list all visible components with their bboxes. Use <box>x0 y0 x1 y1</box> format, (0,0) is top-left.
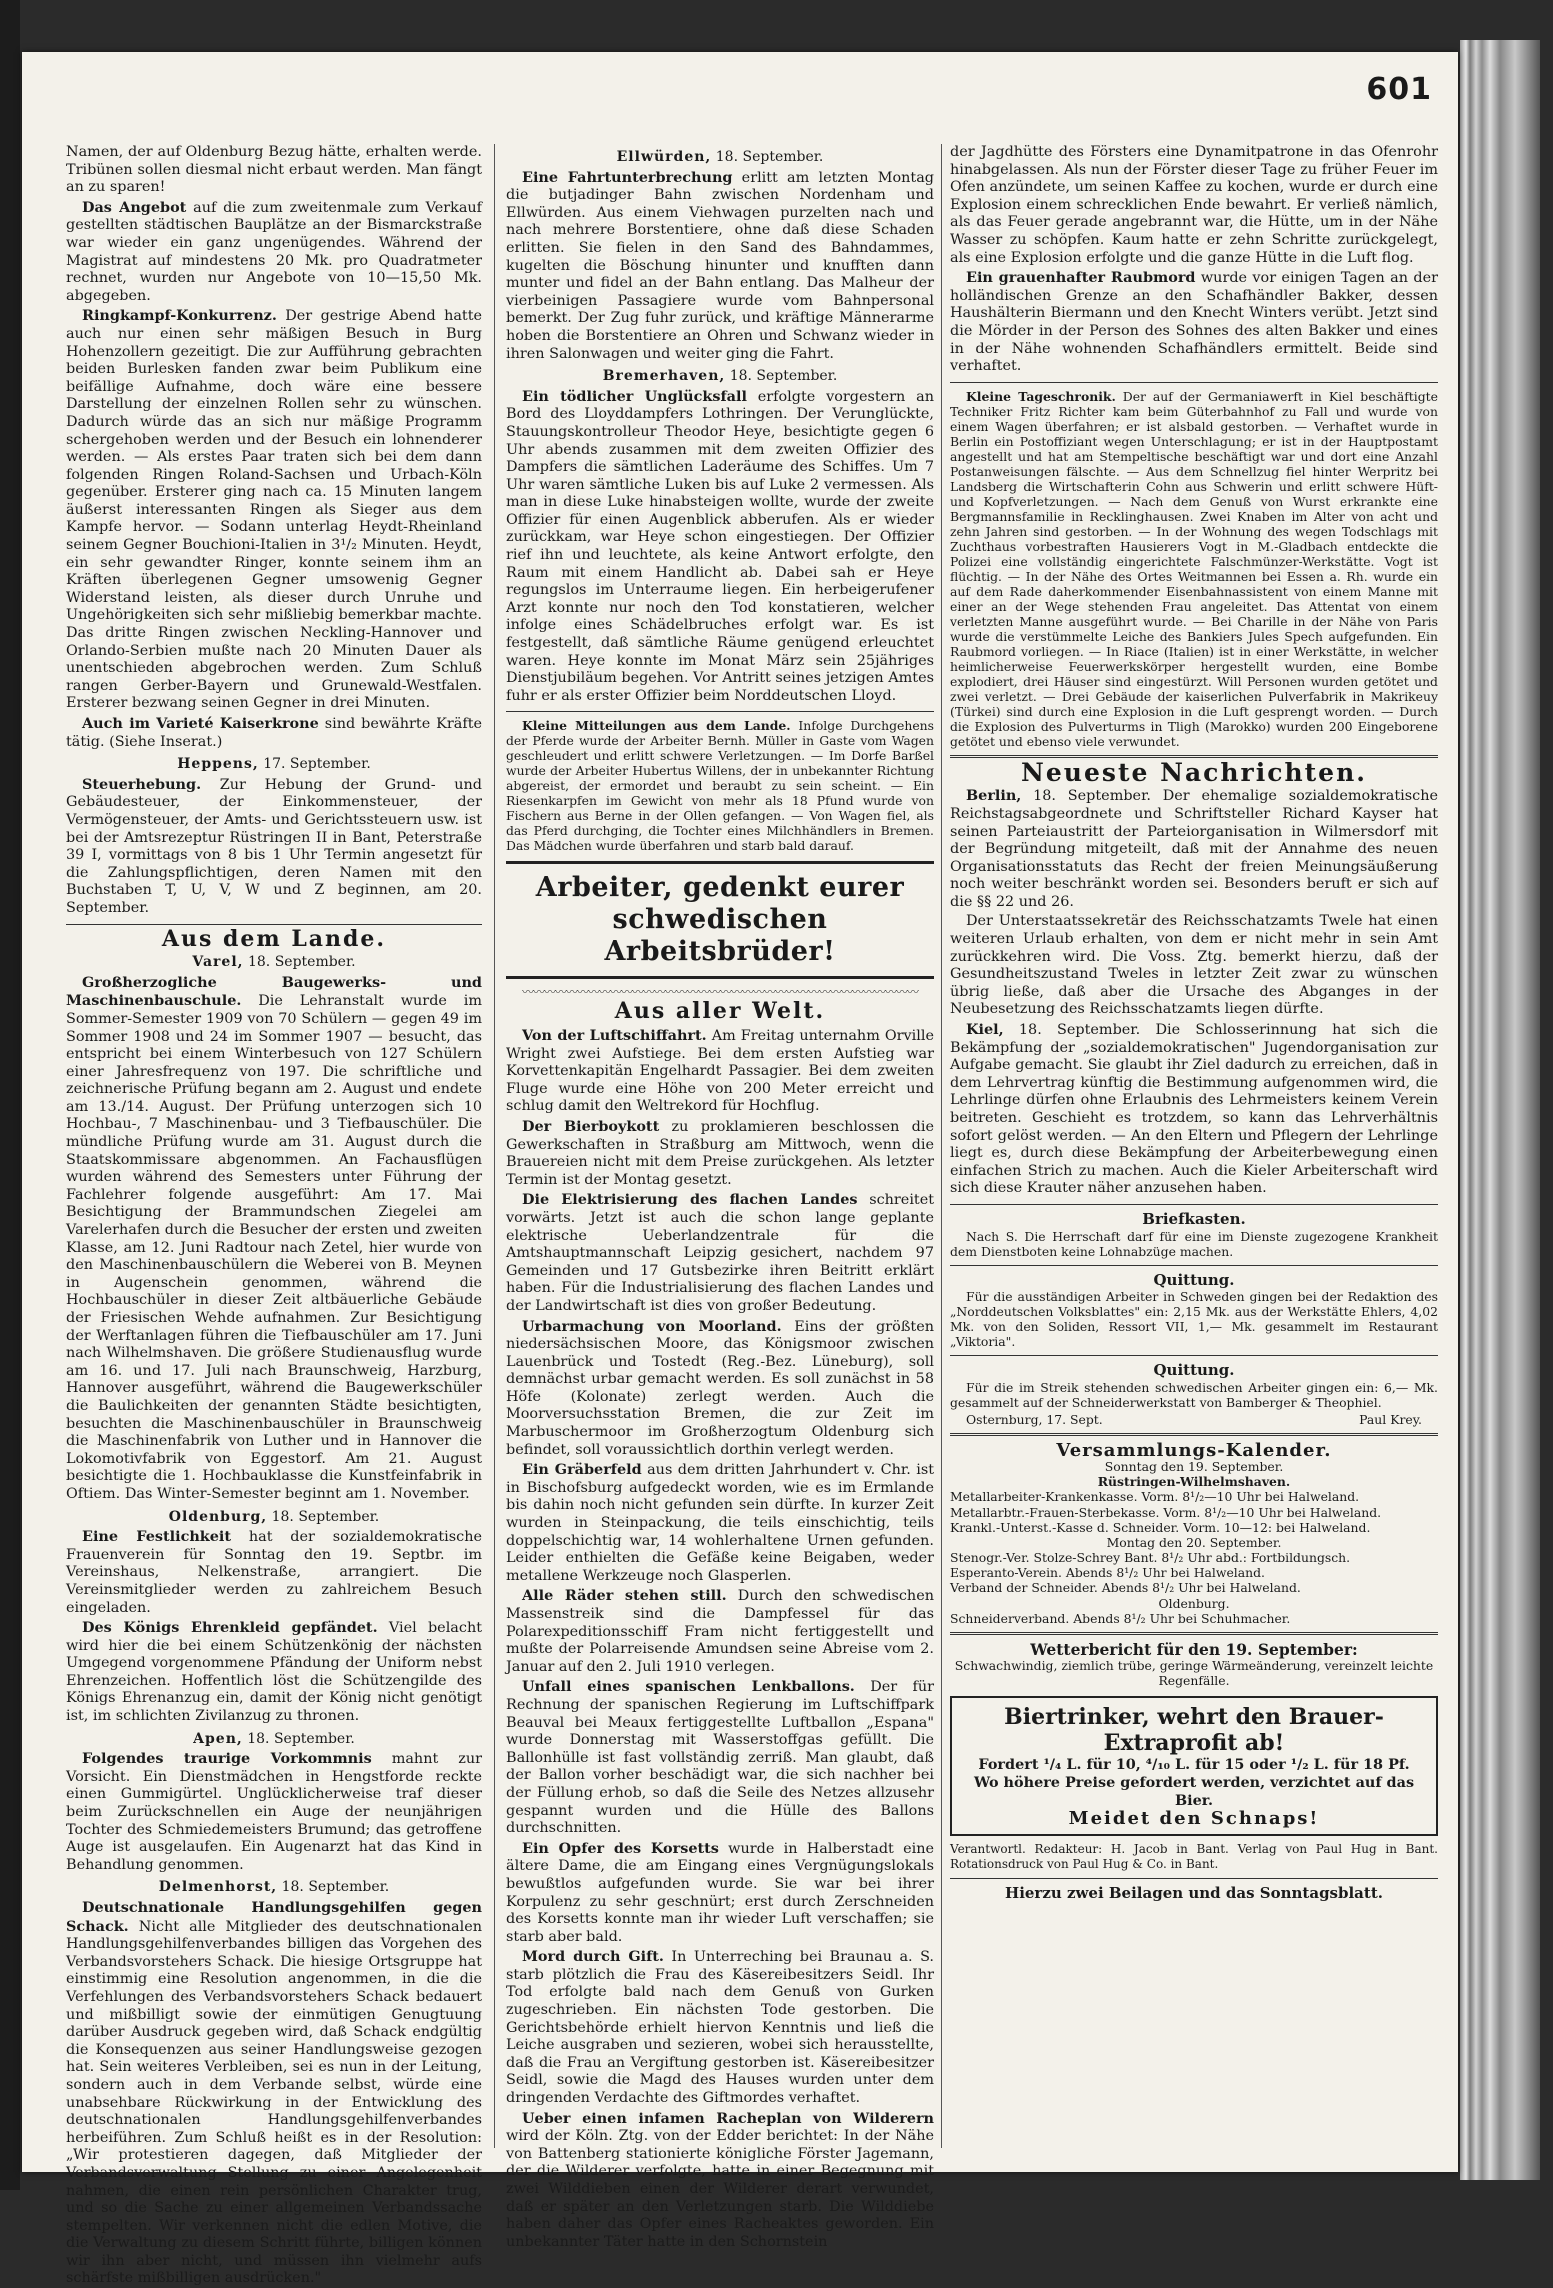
divider <box>950 1204 1438 1205</box>
article-head: Großherzogliche Baugewerks- und Maschinenbauschule. <box>66 973 482 1010</box>
calendar-heading: Versammlungs-Kalender. <box>1056 1439 1332 1461</box>
dateline: Oldenburg, 18. September. <box>168 1508 380 1525</box>
calendar-entry: Krankl.-Unterst.-Kasse d. Schneider. Vorm. 10—12: bei Halweland. <box>950 1519 1371 1535</box>
article-head: Die Elektrisierung des flachen Landes <box>522 1191 858 1209</box>
weather-heading: Wetterbericht für den 19. September: <box>1030 1639 1358 1659</box>
article-text: Namen, der auf Oldenburg Bezug hätte, erhalten werde. Tribünen sollen diesmal nicht erbaut werden. Man fängt an zu sparen! <box>66 144 482 196</box>
article-head: Kleine Mitteilungen aus dem Lande. <box>522 718 791 734</box>
scan-border-left <box>0 0 20 2190</box>
dateline: Apen, 18. September. <box>193 1730 355 1747</box>
calendar-entry: Verband der Schneider. Abends 8¹/₂ Uhr bei Halweland. <box>950 1580 1301 1596</box>
article-paragraph <box>66 307 482 713</box>
article-head: Ringkampf-Konkurrenz. <box>82 307 277 325</box>
article-head: Ueber einen infamen Racheplan von Wilderern <box>522 2109 934 2127</box>
divider <box>950 382 1438 383</box>
divider <box>950 1632 1438 1635</box>
article-text: Eins der größten niedersächsischen Moore, das Königsmoor zwischen Lauenbrück und Tostedt (Reg.-Bez. Lüneburg), soll demnächst urbar gemacht werden. Es soll zunächst in 58 Höfe (Kolonate) zerlegt werden. Auch die Moorversuchsstation Bremen, die zur Zeit im Marbuschermoor im Großherzogtum Oldenburg sich befindet, soll voraussichtlich dorthin verlegt werden. <box>506 1318 934 1458</box>
article-text: Die Schlosserinnung hat sich die Bekämpfung der „sozialdemokratischen" Jugendorganisation zur Aufgabe gemacht. Sie glaubt ihr Ziel dadurch zu erreichen, daß in dem Lehrvertrag künftig die Bestimmung aufgenommen wird, die Lehrlinge dürfen ohne Erlaubnis des Lehrmeisters keinem Verein beitreten. Geschieht es trotzdem, so kann das Lehrverhältnis sofort gelöst werden. — An den Eltern und Pflegern der Lehrlinge liegt es, durch diese Bekämpfung der Arbeiterbewegung einen einfachen Strich zu machen. Auch die Kieler Arbeiterschaft wird sich diese Krauter näher anzusehen haben. <box>950 1022 1439 1197</box>
article-head: Alle Räder stehen still. <box>522 1587 727 1605</box>
divider <box>506 711 934 712</box>
article-paragraph <box>506 1678 934 1837</box>
dateline: Delmenhorst, 18. September. <box>158 1879 390 1896</box>
column-1 <box>66 144 482 2287</box>
section-heading: Neueste Nachrichten. <box>1021 757 1367 787</box>
article-paragraph <box>506 2110 934 2252</box>
article-head: Des Königs Ehrenkleid gepfändet. <box>82 1619 378 1637</box>
divider <box>950 1433 1438 1436</box>
article-text: Nicht alle Mitglieder des deutschnationalen Handlungsgehilfenverbandes billigen das Vorgehen des Verbandsvorstehers Schack. Die hiesige Ortsgruppe hat einstimmig eine Resolution angenommen, in die die Verfehlungen des Verbandsvorstehers Schack bedauert und mißbilligt sowie der einmütigen Genugtuung darüber Ausdruck gegeben wird, daß Schack endgültig die Konsequenzen aus seiner Handlungsweise gezogen hat. Sein weiteres Verbleiben, sei es nun in der Leitung, sondern auch in dem Verbande selbst, würde eine unabsehbare Rückwirkung in der Entwicklung des deutschnationalen Handlungsgehilfenverbandes herbeiführen. Zum Schluß heißt es in der Resolution: „Wir protestieren dagegen, daß Mitglieder der Verbandsverwaltung Stellung zu einer Angelegenheit nahmen, die einen rein persönlichen Charakter trug, und so die Sache zu einer allgemeinen Verbandssache stempelten. Wir verkennen nicht die edlen Motive, die die Verwaltung zu diesem Schritt führte, billigen können wir ihn aber nicht, und müssen ihn vielmehr aufs schärfste mißbilligen ausdrücken." <box>66 1918 482 2287</box>
divider <box>950 1265 1438 1266</box>
article-head: Eine Fahrtunterbrechung <box>522 168 733 186</box>
article-text: Zur Hebung der Grund- und Gebäudesteuer, der Einkommensteuer, der Vermögensteuer, der Amts- und Gerichtssteuern usw. ist bei der Amtsrezeptur Rüstringen II in Bant, Peterstraße 39 I, vormittags von 8 bis 1 Uhr Termin angesetzt für die Zahlungspflichtigen, deren Namen mit den Buchstaben T, U, V, W und Z beginnen, am 20. September. <box>66 776 482 916</box>
article-head: Folgendes traurige Vorkommnis <box>82 1750 372 1768</box>
article-head: Ein tödlicher Unglücksfall <box>522 387 747 405</box>
article-paragraph <box>66 1619 482 1726</box>
receipt-text: Für die ausständigen Arbeiter in Schweden gingen bei der Redaktion des „Norddeutschen Volksblattes" ein: 2,15 Mk. aus der Werkstätte Ehlers, 4,02 Mk. von den Soliden, Ressort VII, 1,— Mk. gesammelt im Restaurant „Viktoria". <box>950 1289 1438 1350</box>
ad-title: Biertrinker, wehrt den Brauer-Extraprofit ab! <box>1004 1704 1384 1757</box>
article-text: Viel belacht wird hier die bei einem Schützenkönig der nächsten Umgegend vorgenommene Pfändung der Uniform nebst Ehrenzeichen. Hoffentlich löst die Schützengilde des Königs Ehrenanzug ein, damit der König nicht genötigt ist, im schlichten Zivilanzug zu thronen. <box>66 1620 482 1725</box>
article-text: Der ehemalige sozialdemokratische Reichstagsabgeordnete und Schriftsteller Richard Kayser hat seinen Parteiaustritt der Parteiorganisation in Wilmersdorf mit der Begründung mitgeteilt, daß mit der Annahme des neuen Organisationsstatuts das Recht der freien Meinungsäußerung noch weiter beschränkt worden sei. Besonders beruft er sich auf die §§ 22 und 26. <box>950 788 1438 910</box>
dateline-date: 18. September. <box>1021 788 1151 805</box>
article-head: Von der Luftschiffahrt. <box>522 1027 707 1044</box>
article-text: auf die zum zweitenmale zum Verkauf gestellten städtischen Bauplätze an der Bismarckstraße war wieder ein ganz ungenügendes. Während der Magistrat auf mindestens 20 Mk. pro Quadratmeter rechnet, wurden nur Angebote von 10—15,50 Mk. abgegeben. <box>66 199 482 304</box>
article-paragraph <box>950 269 1438 376</box>
article-paragraph <box>506 1027 934 1116</box>
article-paragraph <box>950 1021 1438 1198</box>
article-paragraph <box>66 715 482 751</box>
article-paragraph <box>66 1750 482 1874</box>
column-rule-1 <box>494 144 495 2148</box>
beer-boycott-advertisement <box>950 1696 1438 1836</box>
article-text: erfolgte vorgestern an Bord des Lloyddampfers Lothringen. Der Verunglückte, Stauungskontrolleur Theodor Heye, besichtigte gegen 6 Uhr abends zusammen mit dem zweiten Offizier des Dampfers die sämtlichen Laderäume des Schiffes. Um 7 Uhr waren sämtliche Luken bis auf Luke 2 vermessen. Als man in diese Luke hinabsteigen wollte, wurde der zweite Offizier für einen Augenblick abberufen. Als er wieder zurückkam, war Heye schon eingestiegen. Der Offizier rief ihn und leuchtete, als keine Antwort erfolgte, den Raum mit einem Handlicht ab. Dabei sah er Heye regungslos im Unterraume liegen. Ein herbeigerufener Arzt konnte nur noch den Tod konstatieren, welcher infolge eines Schädelbruches erfolgt war. Es ist festgestellt, daß sämtliche Räume genügend erleuchtet waren. Heye konnte im Monat März sein 25jähriges Dienstjubiläum begehen. Vor Antritt seines jetzigen Amtes fuhr er als erster Offizier beim Norddeutschen Lloyd. <box>506 388 934 704</box>
article-paragraph <box>506 1191 934 1315</box>
calendar-entry: Esperanto-Verein. Abends 8¹/₂ Uhr bei Halweland. <box>950 1565 1265 1581</box>
article-paragraph <box>66 974 482 1504</box>
article-head: Ein Gräberfeld <box>522 1461 642 1479</box>
calendar-date: Montag den 20. September. <box>1106 1534 1282 1550</box>
article-head: Der Bierboykott <box>522 1117 660 1135</box>
article-text: Durch den schwedischen Massenstreik sind die Dampfessel für das Polarexpeditionsschiff Fram nicht fertiggestellt und mußte der Polarreisende Amundsen seine Abreise vom 2. Januar auf den 2. Juli 1910 verlegen. <box>506 1588 934 1675</box>
ad-line: Fordert ¹/₄ L. für 10, ⁴/₁₀ L. für 15 oder ¹/₂ L. für 18 Pf. <box>978 1756 1410 1774</box>
dateline: Bremerhaven, 18. September. <box>602 368 838 385</box>
weather-text: Schwachwindig, ziemlich trübe, geringe Wärmeänderung, vereinzelt leichte Regenfälle. <box>954 1658 1434 1689</box>
dateline: Heppens, 17. September. <box>177 756 371 773</box>
article-head: Steuerhebung. <box>82 775 202 793</box>
receipt-heading: Quittung. <box>1153 1270 1235 1289</box>
divider <box>950 1878 1438 1879</box>
article-head: Eine Festlichkeit <box>82 1528 232 1546</box>
supplement-note: Hierzu zwei Beilagen und das Sonntagsblatt. <box>1005 1883 1383 1902</box>
article-text: Infolge Durchgehens der Pferde wurde der Arbeiter Bernh. Müller in Gaste vom Wagen geschleudert und erlitt schwere Verletzungen. — Im Dorfe Barßel wurde der Arbeiter Hubertus Willens, der in unbekannter Richtung abgereist, der ermordet und beraubt zu sein scheint. — Ein Riesenkarpfen im Gewicht von mehr als 18 Pfund wurde von Fischern aus Berne in der Ollen gefangen. — Von Wagen fiel, als das Pferd durchging, die Tochter eines Milchhändlers in Bremen. Das Mädchen wurde überfahren und starb bald darauf. <box>506 718 934 854</box>
article-head: Das Angebot <box>82 198 187 216</box>
calendar-city: Oldenburg. <box>1158 1595 1230 1611</box>
article-text: Am Freitag unternahm Orville Wright zwei Aufstiege. Bei dem ersten Aufstieg war Korvettenkapitän Engelhardt Passagier. Bei dem zweiten Fluge wurde eine Höhe von 200 Meter erreicht und schlug damit den Weltrekord für Hochflug. <box>506 1028 934 1115</box>
divider <box>950 1355 1438 1356</box>
article-paragraph <box>506 169 934 364</box>
calendar-entry: Metallarbeiter-Krankenkasse. Vorm. 8¹/₂—10 Uhr bei Halweland. <box>950 1489 1360 1505</box>
dateline: Varel, 18. September. <box>192 954 356 971</box>
ornamental-rule: 〰〰〰〰〰〰〰〰〰〰〰〰〰〰〰〰〰〰〰〰〰〰〰〰〰〰〰〰〰〰〰〰〰〰〰〰 <box>521 985 918 1000</box>
ad-slogan: Meidet den Schnaps! <box>1068 1808 1320 1830</box>
article-paragraph <box>506 1318 934 1460</box>
article-head: Ein grauenhafter Raubmord <box>966 269 1196 287</box>
article-paragraph <box>950 787 1438 911</box>
calendar-entry: Metallarbtr.-Frauen-Sterbekasse. Vorm. 8¹/₂—10 Uhr bei Halweland. <box>950 1504 1382 1520</box>
section-heading: Aus dem Lande. <box>161 925 387 952</box>
dateline: Ellwürden, 18. September. <box>616 149 824 165</box>
page-number: 601 <box>1366 72 1432 107</box>
article-paragraph <box>506 1461 934 1585</box>
article-text: zu proklamieren beschlossen die Gewerkschaften in Straßburg am Mittwoch, wenn die Brauereien nicht mit dem Preise zurückgehen. Als letzter Termin ist der Montag gesetzt. <box>506 1118 934 1188</box>
article-paragraph <box>506 388 934 706</box>
book-page-edges <box>1460 40 1540 2180</box>
ad-line: Wo höhere Preise gefordert werden, verzichtet auf das Bier. <box>973 1774 1415 1810</box>
calendar-date: Sonntag den 19. September. <box>1104 1459 1284 1475</box>
article-paragraph <box>950 389 1438 749</box>
receipt-signature: Osternburg, 17. Sept. Paul Krey. <box>966 1411 1422 1427</box>
article-text: Der für Rechnung der spanischen Regierung im Luftschiffpark Beauval bei Meaux fertiggestellte Luftballon „Espana" wurde Donnerstag mit Wasserstoffgas gefüllt. Die Ballonhülle ist fast vollständig zerriß. Man glaubt, daß der Ballon vorher beschädigt war, die sich nachher bei der Füllung erhob, so daß die Seile des Netzes allzusehr gespannt wurden und die Hülle des Ballons durchschnitten. <box>506 1679 934 1837</box>
calendar-city: Rüstringen-Wilhelmshaven. <box>1097 1474 1291 1490</box>
dateline-place: Kiel, <box>966 1021 1004 1039</box>
receipt-heading: Quittung. <box>1153 1361 1235 1380</box>
mailbox-text: Nach S. Die Herrschaft darf für eine im Dienste zugezogene Krankheit dem Dienstboten keine Lohnabzüge machen. <box>950 1228 1438 1259</box>
article-head: Mord durch Gift. <box>522 1948 664 1966</box>
article-text: Die Lehranstalt wurde im Sommer-Semester 1909 von 70 Schülern — gegen 49 im Sommer 1908 und 24 im Sommer 1907 — besucht, das entspricht bei einem Winterbesuch von 127 Schülern einer Jahresfrequenz von 197. Die schriftliche und zeichnerische Prüfung begann am 2. August und endete am 13./14. August. Der Prüfung unterzogen sich 10 Hochbau-, 7 Maschinenbau- und 3 Tiefbauschüler. Die mündliche Prüfung wurde am 31. August durch die Staatskommissare abgenommen. An Fachausflügen wurden während des Semesters unter Führung der Fachlehrer folgende ausgeführt: Am 17. Mai Besichtigung der Brammundschen Ziegelei am Varelerhafen durch die Besucher der ersten und zweiten Klasse, am 12. Juni Radtour nach Zetel, hier wurde von den Maschinenbauschülern die Weberei von B. Meynen in Augenschein genommen, während die Hochbauschüler in dieser Zeit altbäuerliche Gebäude der Friesischen Wehde aufnahmen. Zur Besichtigung der Werftanlagen führen die Tiefbauschüler am 17. Juni nach Wilhelmshaven. Die größere Studienausflug wurde am 16. und 17. Juli nach Braunschweig, Harzburg, Hannover ausgeführt, während die Baugewerkschüler die Baulichkeiten der genannten Städte besichtigten, besuchten die Maschinenbauschüler in Braunschweig die Maschinenfabrik von Luther und in Hannover die Lokomotivfabrik von Eggestorf. Am 21. August besichtigte die 1. Hochbauklasse die Kunstfeinfabrik in Oftiem. Das Winter-Semester beginnt am 1. November. <box>66 993 482 1502</box>
article-paragraph <box>506 1840 934 1947</box>
article-text: aus dem dritten Jahrhundert v. Chr. ist in Bischofsburg aufgedeckt worden, wie es im Ermlande bis dahin noch nicht gefunden sein dürfte. In kurzer Zeit wurden in Steinpackung, die teils einschichtig, teils doppelschichtig war, 14 wohlerhaltene Urnen gefunden. Leider enthielten die Gefäße keine Beigaben, weder metallene Werkzeuge noch Glasperlen. <box>506 1462 935 1584</box>
article-text: Der gestrige Abend hatte auch nur einen sehr mäßigen Besuch in Burg Hohenzollern gezeitigt. Die zur Aufführung gebrachten beiden Burlesken fanden zwar beim Publikum eine beifällige Aufnahme, doch wäre eine bessere Darstellung der einzelnen Rollen sehr zu wünschen. Dadurch würde das an sich nur mäßige Programm schergehoben werden und der Besuch ein lohnenderer werden. — Als erstes Paar traten sich bei dem dann folgenden Ringen Roland-Sachsen und Urbach-Köln gegenüber. Ersterer ging nach ca. 15 Minuten langem äußerst interessanten Ringen als Sieger aus dem Kampfe hervor. — Sodann unterlag Heydt-Rheinland seinem Gegner Bouchioni-Italien in 3¹/₂ Minuten. Heydt, ein sehr gewandter Ringer, konnte seinem ihm an Kräften überlegenen Gegner umsowenig Gegner Widerstand leisten, als dieser durch Unruhe und Ungehörigkeiten sich sehr mißliebig bemerkbar machte. Das dritte Ringen zwischen Neckling-Hannover und Orlando-Serbien mußte nach 20 Minuten Dauer als unentschieden abgebrochen werden. Zum Schluß rangen Gerber-Bayern und Grunewald-Westfalen. Ersterer bezwang seinen Gegner in drei Minuten. <box>66 308 482 712</box>
article-head: Deutschnationale Handlungsgehilfen gegen Schack. <box>66 1899 482 1935</box>
article-text: Der Unterstaatssekretär des Reichsschatzamts Twele hat einen weiteren Urlaub erhalten, von dem er nicht mehr in sein Amt zurückkehren wird. Die Voss. Ztg. bemerkt hierzu, daß der Gesundheitszustand Tweles in letzter Zeit zwar zu wünschen übrig ließe, daß aber die Ursache des Abganges in der Neubesetzung des Reichsschatzamts liegen dürfte. <box>950 913 1438 1018</box>
article-paragraph <box>506 718 934 853</box>
newspaper-page <box>22 52 1458 2287</box>
divider <box>66 924 482 925</box>
article-text: In Unterreching bei Braunau a. S. starb plötzlich die Frau des Käsereibesitzers Seidl. Ihr Tod erfolgte bald nach dem Genuß von Gurken zugeschrieben. Ein nächsten Tode gestorben. Die Gerichtsbehörde erhielt hiervon Kenntnis und ließ die Leiche ausgraben und sezieren, wobei sich herausstellte, daß die Frau an Vergiftung gestorben ist. Käsereibesitzer Seidl, sowie die Magd des Hauses wurden unter dem dringenden Verdachte des Giftmordes verhaftet. <box>506 1949 934 2107</box>
section-heading: Aus aller Welt. <box>614 998 826 1025</box>
column-rule-2 <box>941 144 942 2148</box>
mailbox-heading: Briefkasten. <box>1142 1209 1246 1228</box>
article-text: Der auf der Germaniawerft in Kiel beschäftigte Techniker Fritz Richter kam beim Güterbahnhof zu Fall und wurde von einem Wagen überfahren; er ist alsbald gestorben. — Verhaftet wurde in Berlin ein Postoffiziant wegen Unterschlagung; er ist in der Hauptpostamt angestellt und hat am Stempeltische beschäftigt war und dort eine Anzahl Postanweisungen fälschte. — Aus dem Schnellzug fiel hinter Werpritz bei Landsberg die Wirtschafterin Cohn aus Schwerin und erlitt schwere Hüft- und Kopfverletzungen. — Nach dem Genuß von Wurst erkrankte eine Bergmannsfamilie in Recklinghausen. Zwei Knaben im Alter von acht und zehn Jahren sind gestorben. — In der Wohnung des wegen Todschlags mit Zuchthaus vorbestraften Hausierers Vogt in M.-Gladbach entdeckte die Polizei eine vollständig eingerichtete Falschmünzer-Werkstätte. Vogt ist flüchtig. — In der Nähe des Ortes Weitmannen bei Essen a. Rh. wurde ein auf dem Rade daherkommender Eisenbahnassistent von einem Manne mit einer an der Wege stehenden Frau angeleitet. Das Attentat von einem verletzten Manne ausgeführt wurde. — Bei Charille in der Nähe von Paris wurde die verstümmelte Leiche des Bankiers Jules Spech aufgefunden. Ein Raubmord vorliegen. — In Riace (Italien) ist in einer Werkstätte, in welcher heimlicherweise Feuerwerkskörper hergestellt wurden, eine Bombe explodiert, drei Häuser sind eingestürzt. Will Personen wurden getötet und zwei verletzt. — Drei Gebäude der kaiserlichen Pulverfabrik in Makrikeuy (Türkei) sind durch eine Explosion in die Luft gesprengt worden. — Durch die Explosion des Pulverturms in Tligh (Marokko) wurden 200 Eingeborene getötet und ebenso viele verwundet. <box>950 388 1438 749</box>
article-head: Ein Opfer des Korsetts <box>522 1839 719 1857</box>
article-head: Urbarmachung von Moorland. <box>522 1317 782 1335</box>
column-3 <box>950 144 1438 2148</box>
dateline-date: 18. September. <box>1003 1022 1141 1039</box>
article-paragraph <box>66 1899 482 2288</box>
article-text: erlitt am letzten Montag die butjadinger Bahn zwischen Nordenham und Ellwürden. Aus einem Viehwagen purzelten nach und nach mehrere Borstentiere, ohne daß diese Schaden erlitten. Sie fielen in den Sand des Bahndammes, kugelten die Böschung hinunter und knufften dann munter und fidel an der Bahn entlang. Das Malheur der vierbeinigen Passagiere wurde vom Bahnpersonal bemerkt. Der Zug fuhr zurück, und kräftige Männerarme hoben die Borstentiere an Ohren und Schwanz wieder in ihren Salonwagen und weiter ging die Fahrt. <box>506 169 934 362</box>
article-text: mahnt zur Vorsicht. Ein Dienstmädchen in Hengstforde reckte einen Gummigürtel. Unglücklicherweise traf dieser beim Zurückschnellen ein Auge der neunjährigen Tochter des Schmiedemeisters Brumund; das getroffene Auge ist ausgelaufen. Ein Augenarzt hat das Kind in Behandlung genommen. <box>66 1751 482 1873</box>
article-text: wurde vor einigen Tagen an der holländischen Grenze an den Schafhändler Bakker, dessen Haushälterin Biermann und den Knecht Winters verübt. Jetzt sind die Mörder in der Person des Sohnes des alten Bakker und eines in der Nähe wohnenden Schafhändlers ermittelt. Beide sind verhaftet. <box>950 270 1438 375</box>
article-paragraph <box>66 776 482 918</box>
article-head: Kleine Tageschronik. <box>966 388 1116 404</box>
appeal-title: Arbeiter, gedenkt eurer schwedischen Arbeitsbrüder! <box>535 872 905 968</box>
article-paragraph <box>66 199 482 306</box>
article-paragraph <box>66 1528 482 1617</box>
calendar-entry: Stenogr.-Ver. Stolze-Schrey Bant. 8¹/₂ Uhr abd.: Fortbildungsch. <box>950 1549 1351 1565</box>
article-head: Unfall eines spanischen Lenkballons. <box>522 1678 855 1696</box>
article-text: sind bewährte Kräfte tätig. (Siehe Inserat.) <box>66 716 482 750</box>
article-text: schreitet vorwärts. Jetzt ist auch die schon lange geplante elektrische Ueberlandzentrale für die Amtshauptmannschaft Leipzig gesichert, nachdem 97 Gemeinden und 17 Gutsbezirke ihren Beitritt erklärt haben. Für die Industrialisierung des flachen Landes und der Landwirtschaft ist dies von großer Bedeutung. <box>506 1192 935 1314</box>
appeal-box <box>506 861 934 979</box>
article-paragraph <box>506 1587 934 1676</box>
calendar-entry: Schneiderverband. Abends 8¹/₂ Uhr bei Schuhmacher. <box>950 1610 1291 1626</box>
article-text: wurde in Halberstadt eine ältere Dame, die am Eingang eines Vergnügungslokals bewußtlos aufgefunden wurde. Sie war bei ihrer Korpulenz zu sehr geschnürt; erst durch Zerschneiden des Korsetts konnte man ihr wieder Luft verschaffen; sie starb aber bald. <box>506 1840 934 1945</box>
article-paragraph <box>506 1118 934 1189</box>
imprint: Verantwortl. Redakteur: H. Jacob in Bant. Verlag von Paul Hug in Bant. Rotationsdruck von Paul Hug & Co. in Bant. <box>950 1841 1438 1871</box>
dateline-place: Berlin, <box>966 787 1022 805</box>
receipt-text: Für die im Streik stehenden schwedischen Arbeiter gingen ein: 6,— Mk. gesammelt auf der Schneiderwerkstatt von Bamberger & Theophiel. <box>950 1379 1438 1410</box>
article-text: hat der sozialdemokratische Frauenverein für Sonntag den 19. Septbr. im Vereinshaus, Nelkenstraße, arrangiert. Die Vereinsmitglieder werden zu zahlreichem Besuch eingeladen. <box>66 1529 482 1616</box>
article-head: Auch im Varieté Kaiserkrone <box>82 715 319 732</box>
article-paragraph <box>506 1948 934 2107</box>
column-2 <box>506 144 935 2250</box>
article-text: wird der Köln. Ztg. von der Edder berichtet: In der Nähe von Battenberg stationierte königliche Förster Jagemann, der die Wilderer verfolgte, hatte in einer Begegnung mit zwei Wilddieben einen der Wilderer derart verwundet, daß er später an den Verletzungen starb. Die Wilddiebe haben daher das Opfer eines Racheaktes geworden. Ein unbekannter Täter hatte in den Schornstein <box>506 2128 934 2250</box>
article-text: der Jagdhütte des Försters eine Dynamitpatrone in das Ofenrohr hinabgelassen. Als nun der Förster dieser Tage zu früher Feuer im Ofen anzündete, um seinen Kaffee zu kochen, wurde er durch eine Explosion einem schrecklichen Ende bewahrt. Er verließ nämlich, als das Feuer gerade angebrannt war, die Hütte, um in der Nähe Wasser zu schöpfen. Kaum hatte er zehn Schritte zurückgelegt, als eine Explosion erfolgte und die ganze Hütte in die Luft flog. <box>950 144 1438 266</box>
